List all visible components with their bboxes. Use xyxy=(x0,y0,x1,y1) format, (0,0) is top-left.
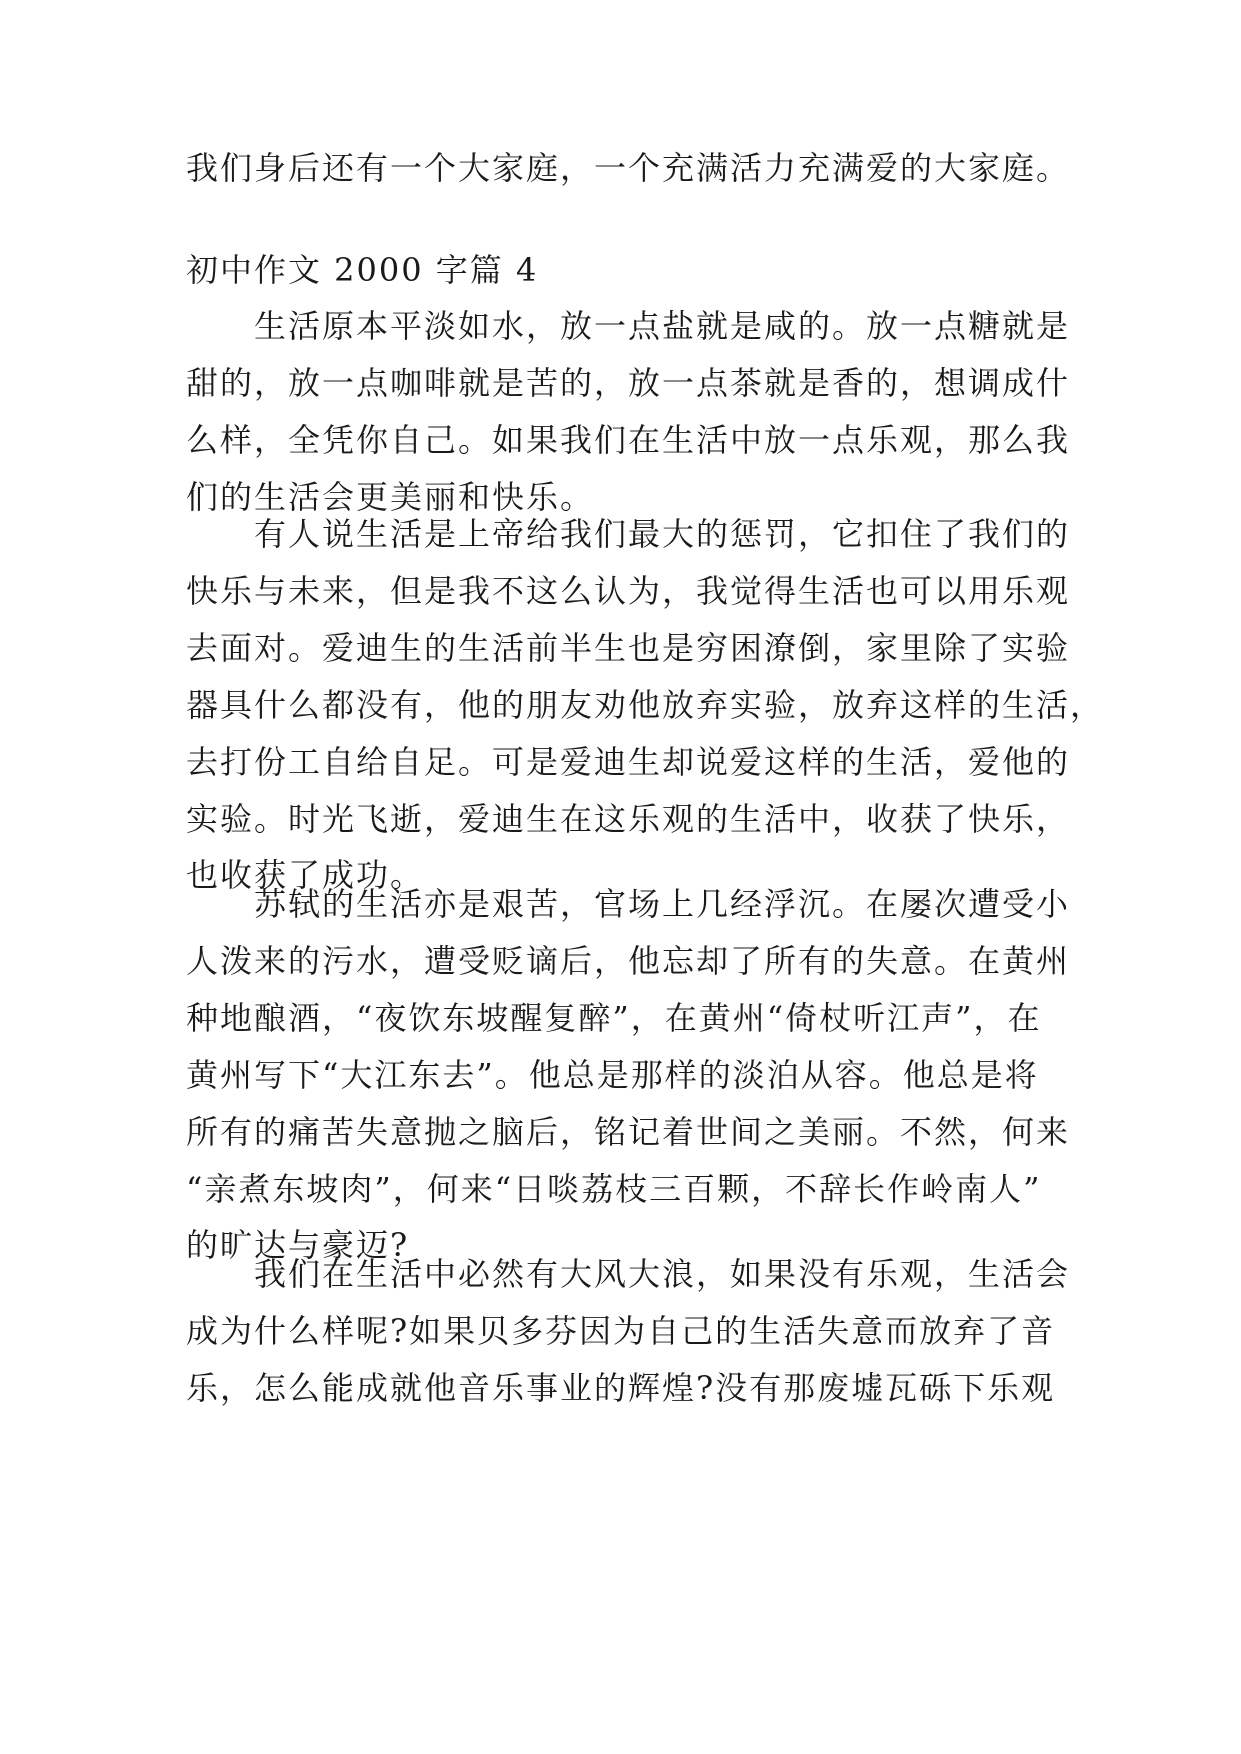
paragraph-line: 快乐与未来，但是我不这么认为，我觉得生活也可以用乐观 xyxy=(186,571,1071,610)
paragraph-line: 黄州写下“大江东去”。他总是那样的淡泊从容。他总是将 xyxy=(186,1055,1039,1094)
paragraph-line: 苏轼的生活亦是艰苦，官场上几经浮沉。在屡次遭受小 xyxy=(186,885,1071,923)
paragraph-line: 人泼来的污水，遭受贬谪后，他忘却了所有的失意。在黄州 xyxy=(186,941,1071,980)
paragraph-line: 器具什么都没有，他的朋友劝他放弃实验，放弃这样的生活， xyxy=(186,685,1105,724)
paragraph-line: 去面对。爱迪生的生活前半生也是穷困潦倒，家里除了实验 xyxy=(186,628,1071,667)
paragraph-line: 么样，全凭你自己。如果我们在生活中放一点乐观，那么我 xyxy=(186,420,1071,459)
paragraph-line: 我们在生活中必然有大风大浪，如果没有乐观，生活会 xyxy=(186,1255,1071,1293)
paragraph-line: 种地酿酒，“夜饮东坡醒复醉”，在黄州“倚杖听江声”，在 xyxy=(186,998,1042,1037)
paragraph-line: 有人说生活是上帝给我们最大的惩罚，它扣住了我们的 xyxy=(186,515,1071,553)
paragraph-line: 成为什么样呢?如果贝多芬因为自己的生活失意而放弃了音 xyxy=(186,1311,1056,1350)
paragraph-line: 的旷达与豪迈? xyxy=(186,1226,410,1265)
paragraph-line: 实验。时光飞逝，爱迪生在这乐观的生活中，收获了快乐， xyxy=(186,799,1071,838)
paragraph-line: 也收获了成功。 xyxy=(186,856,425,895)
closing-line: 我们身后还有一个大家庭，一个充满活力充满爱的大家庭。 xyxy=(186,149,1071,187)
paragraph-line: 甜的，放一点咖啡就是苦的，放一点茶就是香的，想调成什 xyxy=(186,363,1071,402)
paragraph-line: 去打份工自给自足。可是爱迪生却说爱这样的生活，爱他的 xyxy=(186,742,1071,781)
paragraph-line: 们的生活会更美丽和快乐。 xyxy=(186,477,595,516)
paragraph-line: 生活原本平淡如水，放一点盐就是咸的。放一点糖就是 xyxy=(186,307,1071,345)
paragraph-line: 乐，怎么能成就他音乐事业的辉煌?没有那废墟瓦砾下乐观 xyxy=(186,1368,1056,1407)
section-heading: 初中作文 2000 字篇 4 xyxy=(186,251,539,289)
paragraph-line: 所有的痛苦失意抛之脑后，铭记着世间之美丽。不然，何来 xyxy=(186,1112,1071,1151)
paragraph-line: “亲煮东坡肉”，何来“日啖荔枝三百颗，不辞长作岭南人” xyxy=(186,1169,1042,1208)
